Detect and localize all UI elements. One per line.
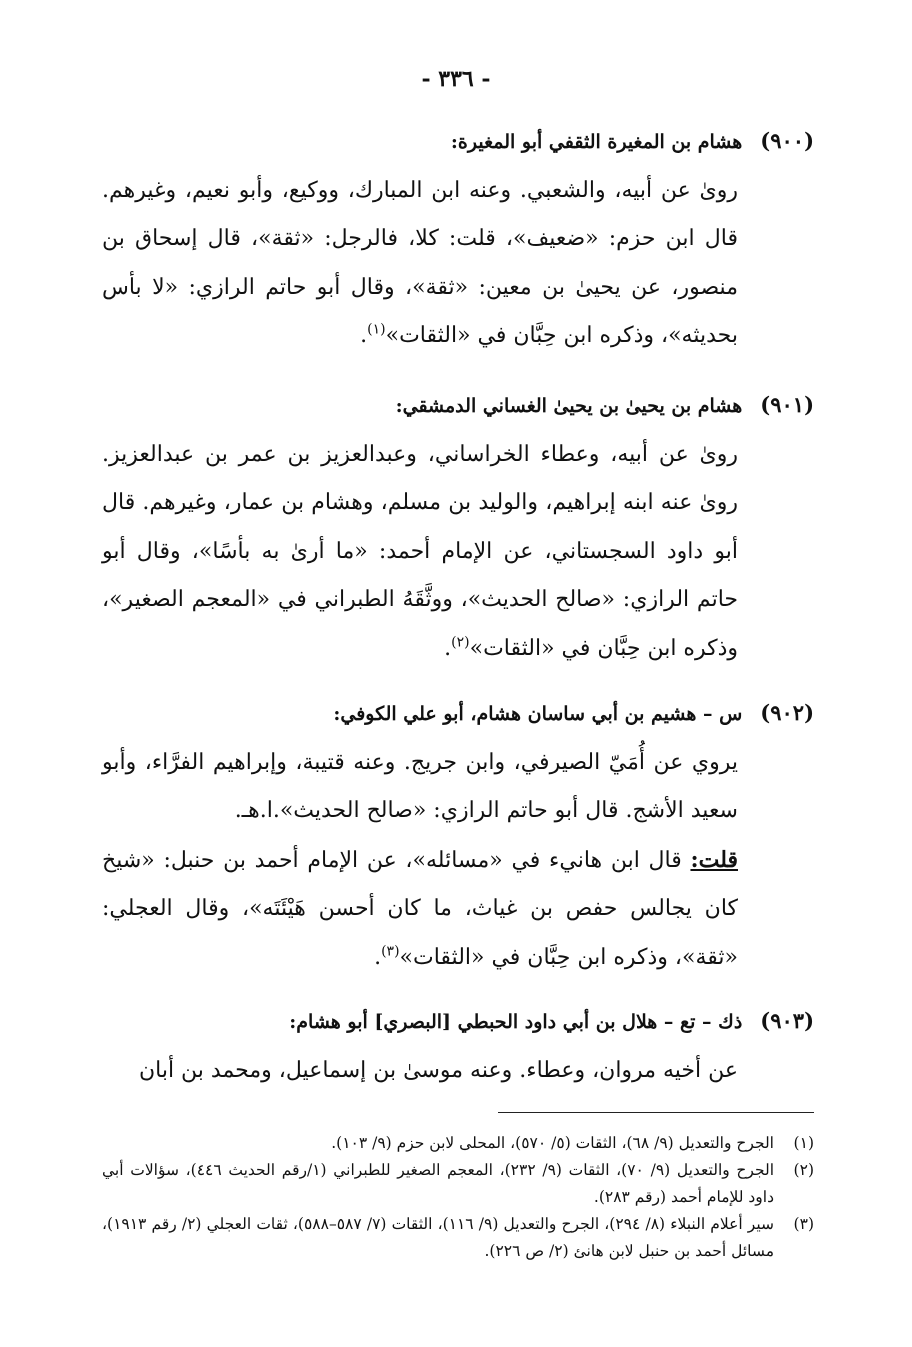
entry-title: هشام بن المغيرة الثقفي أبو المغيرة: (450, 131, 743, 153)
biography-entry (102, 126, 814, 361)
paragraph-end: . (360, 323, 368, 349)
footnote-divider (498, 1112, 814, 1113)
entry-number: (٩٠٠) (760, 128, 814, 153)
paragraph-text: روىٰ عن أبيه، وعطاء الخراساني، وعبدالعزيز بن عمر بن عبدالعزيز. روىٰ عنه ابنه إبراهيم، والوليد بن مسلم، وهشام بن عمار، وغيرهم. قال أبو داود السجستاني، عن الإمام أحمد: «ما أرىٰ به بأسًا»، وقال أبو حاتم الرازي: «صالح الحديث»، ووثَّقَهُ الطبراني في «المعجم الصغير»، وذكره ابن حِبَّان في «الثقات» (102, 442, 738, 661)
entry-number: (٩٠٣) (760, 1008, 814, 1033)
biography-entry (102, 1006, 814, 1095)
footnote-number: (١) (793, 1134, 814, 1152)
paragraph-end: . (374, 944, 382, 970)
entry-paragraph (102, 836, 738, 982)
qultu-label: قلت: (690, 846, 738, 873)
footnote-number: (٢) (793, 1161, 814, 1179)
footnote (102, 1157, 814, 1211)
entry-number: (٩٠١) (760, 392, 814, 417)
paragraph-text: يروي عن أُمَيّ الصيرفي، وابن جريج. وعنه قتيبة، وإبراهيم الفرَّاء، وأبو سعيد الأشج. قال أبو حاتم الرازي: «صالح الحديث».ا.هـ. (102, 750, 738, 824)
paragraph-text: قال ابن هانيء في «مسائله»، عن الإمام أحمد بن حنبل: «شيخ كان يجالس حفص بن غياث، ما كان أحسن هَيْئَتَه»، وقال العجلي: «ثقة»، وذكره ابن حِبَّان في «الثقات» (102, 847, 738, 970)
footnote-number: (٣) (793, 1215, 814, 1233)
entry-paragraph (102, 431, 738, 673)
entry-body (102, 167, 738, 361)
biography-entry (102, 698, 814, 982)
entry-paragraph (102, 167, 738, 361)
entry-body (102, 1047, 738, 1095)
footnotes (102, 1130, 814, 1265)
entry-heading (102, 698, 814, 729)
entry-body (102, 431, 738, 673)
entry-paragraph (102, 739, 738, 836)
paragraph-text: عن أخيه مروان، وعطاء. وعنه موسىٰ بن إسماعيل، ومحمد بن أبان (138, 1058, 738, 1083)
page-number: - ٣٣٦ - (421, 66, 491, 92)
biography-entry (102, 390, 814, 673)
entry-heading (102, 1006, 814, 1037)
footnote (102, 1211, 814, 1265)
footnote-text: الجرح والتعديل (٩/ ٧٠)، الثقات (٩/ ٢٣٢)، المعجم الصغير للطبراني (١/رقم الحديث ٤٤٦)، سؤالات أبي داود للإمام أحمد (رقم ٢٨٣). (102, 1161, 775, 1206)
footnote-text: الجرح والتعديل (٩/ ٦٨)، الثقات (٥/ ٥٧٠)، المحلى لابن حزم (٩/ ١٠٣). (331, 1134, 774, 1152)
entry-number: (٩٠٢) (760, 700, 814, 725)
entry-heading (102, 126, 814, 157)
entry-heading (102, 390, 814, 421)
footnote-reference: (١) (367, 321, 386, 338)
footnote-text: سير أعلام النبلاء (٨/ ٢٩٤)، الجرح والتعديل (٩/ ١١٦)، الثقات (٧/ ٥٨٧–٥٨٨)، ثقات العجلي (٢/ رقم ١٩١٣)، مسائل أحمد بن حنبل لابن هانئ (٢/ ص ٢٢٦). (102, 1215, 775, 1260)
footnote-reference: (٣) (381, 943, 400, 960)
entry-paragraph (102, 1047, 738, 1095)
paragraph-text: روىٰ عن أبيه، والشعبي. وعنه ابن المبارك، ووكيع، وأبو نعيم، وغيرهم. قال ابن حزم: «ضعيف»، قلت: كلا، فالرجل: «ثقة»، قال إسحاق بن منصور، عن يحيىٰ بن معين: «ثقة»، وقال أبو حاتم الرازي: «لا بأس بحديثه»، وذكره ابن حِبَّان في «الثقات» (102, 178, 738, 349)
entry-title: هشام بن يحيىٰ بن يحيىٰ الغساني الدمشقي: (395, 395, 743, 417)
entry-title: س – هشيم بن أبي ساسان هشام، أبو علي الكوفي: (333, 703, 743, 725)
footnote-reference: (٢) (451, 634, 470, 651)
entry-body (102, 739, 738, 982)
entry-title: ذك – تع – هلال بن أبي داود الحبطي [البصري] أبو هشام: (289, 1011, 743, 1033)
footnote (102, 1130, 814, 1157)
paragraph-end: . (444, 635, 452, 661)
